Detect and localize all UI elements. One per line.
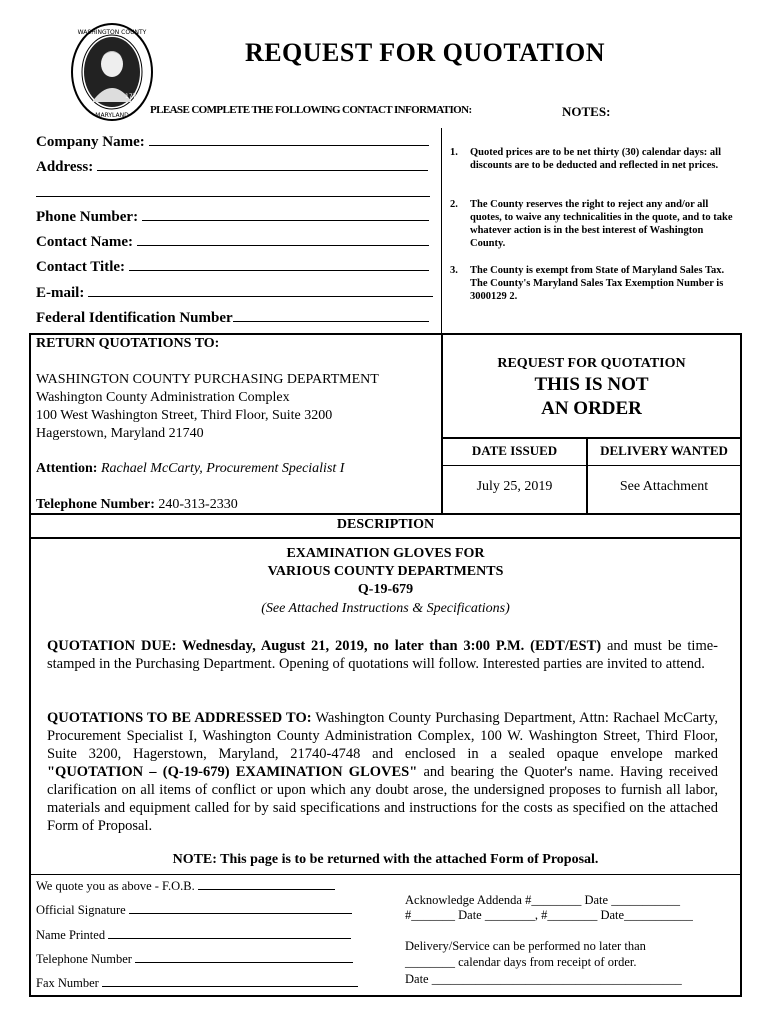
note-3-text: The County is exempt from State of Maryland Sales Tax. The County's Maryland Sales Tax Exemption Number is 3000129 2. [470, 265, 725, 302]
phone-number-label: Phone Number: [36, 209, 139, 225]
rfq-box-heading: REQUEST FOR QUOTATION [497, 356, 686, 371]
delivery-service-line-2[interactable]: ________ calendar days from receipt of order. [405, 955, 637, 969]
not-order-line-2: AN ORDER [541, 398, 642, 419]
note-item-2 [450, 198, 740, 250]
note-2-text: The County reserves the right to reject any and/or all quotes, to waive any technicalities in the quote, and to take whatever action is in the best interest of Washington County. [470, 199, 733, 249]
note-item-3 [450, 264, 740, 303]
attention-value: Rachael McCarty, Procurement Specialist I [100, 461, 345, 476]
addressed-to-text-2: and bearing the Quoter's name. Having received clarification on all items of conflict or upon which any doubt arose, the undersigned proposes to furnish all labor, materials and equipment called for by said specifications and instructions for the costs as specified on the attached Form of Proposal. [47, 764, 718, 834]
address-label: Address: [36, 159, 94, 175]
quotation-due-rest: and must be time-stamped in the Purchasing Department. Opening of quotations will follow. Interested parties are invited to attend. [47, 638, 718, 672]
attention-label: Attention: [36, 461, 98, 476]
contact-instruction: PLEASE COMPLETE THE FOLLOWING CONTACT INFORMATION: [150, 104, 472, 116]
quotation-due-paragraph [47, 637, 718, 673]
federal-id-field[interactable] [36, 309, 429, 327]
name-printed-label: Name Printed [36, 928, 106, 942]
official-signature-label: Official Signature [36, 903, 126, 917]
acknowledge-addenda-line-2[interactable]: #_______ Date ________, #________ Date___________ [405, 908, 693, 922]
delivery-wanted-value: See Attachment [619, 479, 709, 494]
note-1-number: 1. [450, 147, 458, 158]
seal-year: 1776 [125, 93, 141, 100]
not-order-line-1: THIS IS NOT [534, 374, 649, 395]
note-item-1 [450, 146, 740, 172]
note-2-number: 2. [450, 199, 458, 210]
return-line-3: Hagerstown, Maryland 21740 [36, 426, 204, 441]
telephone-label: Telephone Number: [36, 497, 155, 512]
address-field[interactable] [36, 158, 428, 176]
return-line-2: 100 West Washington Street, Third Floor, Suite 3200 [36, 408, 333, 423]
contact-title-field[interactable] [36, 258, 429, 276]
contact-name-field[interactable] [36, 233, 429, 251]
return-dept: WASHINGTON COUNTY PURCHASING DEPARTMENT [36, 372, 379, 387]
fax-number-label: Fax Number [36, 976, 99, 990]
addressed-to-text-1: Washington County Purchasing Department, Attn: Rachael McCarty, Procurement Specialist I, Washington County Administration Complex, 100 W. Washington Street, Third Floor, Suite 3200, Hagerstown, Maryland, 21740-4748 and enclosed in a sealed opaque envelope marked [47, 710, 719, 762]
date-issued-label: DATE ISSUED [471, 443, 558, 458]
addressed-to-marking: "QUOTATION – (Q-19-679) EXAMINATION GLOVES" [47, 764, 418, 780]
attention-row [36, 461, 344, 477]
contact-name-label: Contact Name: [36, 234, 134, 250]
phone-number-field[interactable] [36, 208, 429, 226]
notes-heading: NOTES: [562, 104, 611, 119]
company-name-field[interactable] [36, 133, 429, 151]
address-line-2[interactable] [36, 196, 430, 197]
description-line-4: (See Attached Instructions & Specifications) [261, 601, 510, 616]
telephone-value: 240-313-2330 [158, 497, 238, 512]
note-3-number: 3. [450, 265, 458, 276]
delivery-service-line-1: Delivery/Service can be performed no later than [405, 939, 646, 953]
acknowledge-addenda-line-1[interactable]: Acknowledge Addenda #________ Date ___________ [405, 893, 680, 907]
telephone-number-field[interactable] [36, 952, 353, 967]
quotation-due-bold: QUOTATION DUE: Wednesday, August 21, 2019, no later than 3:00 P.M. (EDT/EST) [47, 638, 602, 654]
email-label: E-mail: [36, 285, 85, 301]
contact-title-label: Contact Title: [36, 259, 126, 275]
return-line-1: Washington County Administration Complex [36, 390, 290, 405]
company-name-label: Company Name: [36, 134, 145, 150]
description-line-3: Q-19-679 [357, 582, 414, 597]
note-1-text: Quoted prices are to be net thirty (30) calendar days: all discounts are to be deducted and reflected in net prices. [470, 147, 722, 171]
note-return-page: NOTE: This page is to be returned with the attached Form of Proposal. [172, 852, 599, 867]
official-signature-field[interactable] [36, 903, 352, 918]
addressed-to-label: QUOTATIONS TO BE ADDRESSED TO: [47, 710, 312, 726]
date-field[interactable]: Date ________________________________________ [405, 972, 682, 986]
fob-label: We quote you as above - F.O.B. [36, 879, 195, 893]
federal-id-label: Federal Identification Number [36, 310, 233, 326]
return-heading: RETURN QUOTATIONS TO: [36, 336, 220, 351]
seal-top-text: WASHINGTON COUNTY [77, 29, 147, 36]
seal-bottom-text: MARYLAND [95, 112, 129, 119]
fax-number-field[interactable] [36, 976, 358, 991]
description-heading: DESCRIPTION [336, 517, 435, 532]
name-printed-field[interactable] [36, 928, 351, 943]
county-seal-logo [70, 22, 154, 122]
addressed-to-paragraph [47, 709, 718, 835]
telephone-number-label: Telephone Number [36, 952, 132, 966]
telephone-row [36, 497, 238, 513]
date-issued-value: July 25, 2019 [476, 479, 553, 494]
description-line-1: EXAMINATION GLOVES FOR [286, 546, 485, 561]
email-field[interactable] [36, 284, 433, 302]
fob-field[interactable] [36, 879, 335, 894]
delivery-wanted-label: DELIVERY WANTED [600, 443, 728, 458]
description-line-2: VARIOUS COUNTY DEPARTMENTS [267, 564, 504, 579]
page-title: REQUEST FOR QUOTATION [244, 38, 606, 67]
